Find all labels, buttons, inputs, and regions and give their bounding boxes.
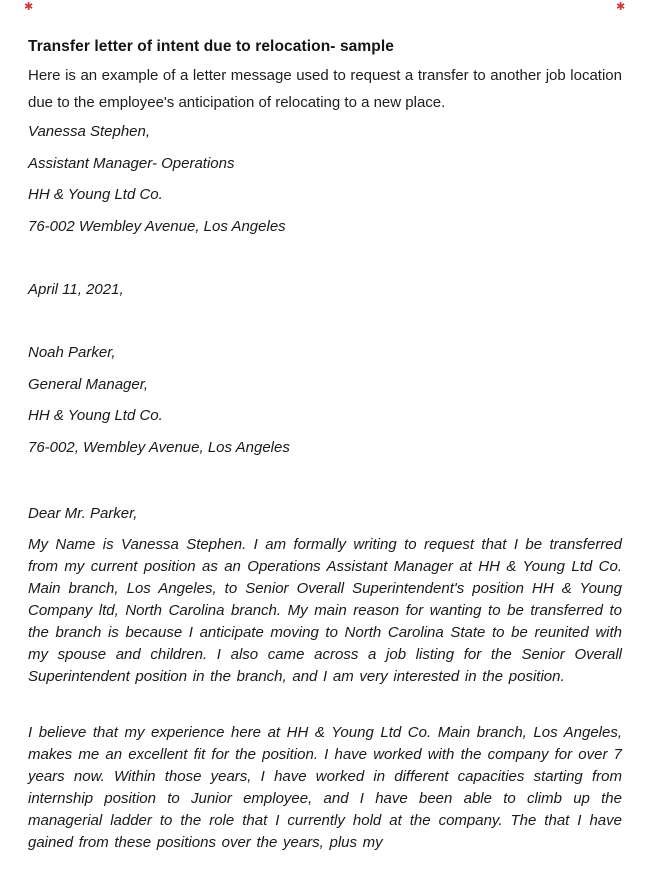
sender-address: 76-002 Wembley Avenue, Los Angeles (28, 217, 286, 235)
letter-paragraph-1: My Name is Vanessa Stephen. I am formally writing to request that I be transferred from my current position as an Operations Assistant Manager at HH & Young Ltd Co. Main branch, Los Angeles, to Senior Overall Superintendent's position HH & Young Company ltd, North Carolina branch. My main reason for wanting to be transferred to the branch is because I anticipate moving to North Carolina State to be reunited with my spouse and children. I also came across a job listing for the Senior Overall Superintendent position in the branch, and I am very interested in the position. (28, 536, 622, 685)
sender-name: Vanessa Stephen, (28, 123, 151, 140)
letter-date: April 11, 2021, (28, 281, 124, 298)
sender-company: HH & Young Ltd Co. (28, 186, 163, 203)
recipient-address: 76-002, Wembley Avenue, Los Angeles (28, 438, 290, 456)
recipient-block (28, 343, 622, 469)
sender-block (28, 122, 622, 248)
intro-paragraph: Here is an example of a letter message used to request a transfer to another job location due to the employee's anticipation of relocating to a new place. (28, 67, 622, 111)
letter-paragraph-2: I believe that my experience here at HH & Young Ltd Co. Main branch, Los Angeles, makes me an excellent fit for the position. I have worked with the company for over 7 years now. Within those years, I have worked in different capacities starting from internship position to Junior employee, and I have been able to climb up the managerial ladder to the role that I currently hold at the company. The that I have gained from these positions over the years, plus my (28, 724, 622, 851)
recipient-title: General Manager, (28, 375, 149, 393)
salutation-line: Dear Mr. Parker, (28, 505, 138, 522)
sender-title: Assistant Manager- Operations (28, 154, 235, 172)
red-asterisk-mark-left-icon: ✱ (24, 1, 34, 13)
recipient-company: HH & Young Ltd Co. (28, 407, 163, 424)
recipient-name: Noah Parker, (28, 344, 116, 361)
red-asterisk-mark-right-icon: ✱ (616, 1, 626, 13)
page-title: Transfer letter of intent due to relocation- sample (28, 38, 394, 55)
